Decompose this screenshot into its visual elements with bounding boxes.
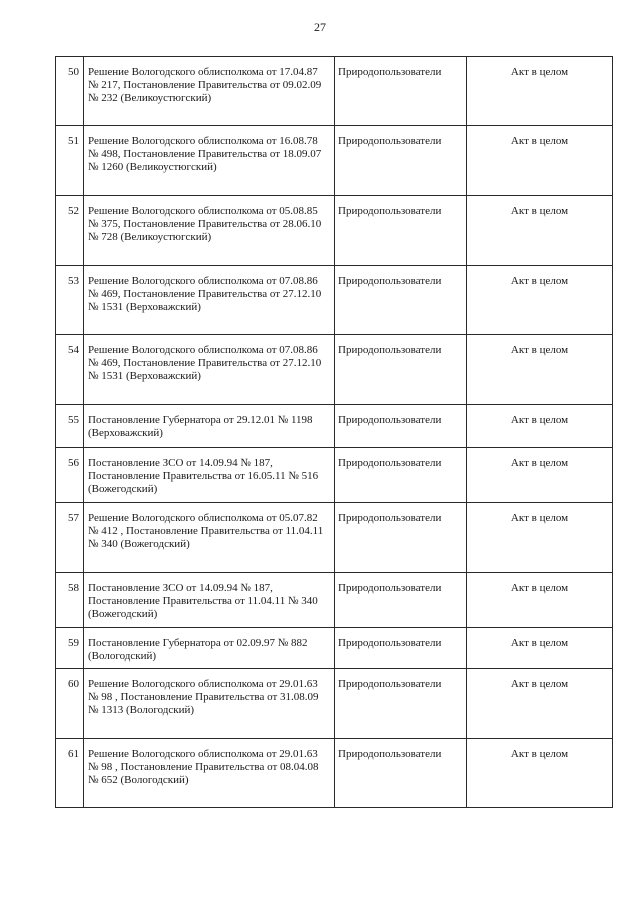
row-number: 51 xyxy=(56,126,84,196)
table-row xyxy=(56,57,613,126)
act-name: Решение Вологодского облисполкома от 29.01.63 № 98 , Постановление Правительства от 31.08.09 № 1313 (Вологодский) xyxy=(84,669,335,739)
act-scope: Акт в целом xyxy=(467,196,613,266)
act-subject: Природопользователи xyxy=(335,573,467,628)
act-name: Постановление ЗСО от 14.09.94 № 187, Постановление Правительства от 11.04.11 № 340 (Вожегодский) xyxy=(84,573,335,628)
table-row xyxy=(56,669,613,739)
act-scope: Акт в целом xyxy=(467,57,613,126)
table-row xyxy=(56,266,613,335)
act-name: Решение Вологодского облисполкома от 16.08.78 № 498, Постановление Правительства от 18.09.07 № 1260 (Великоустюгский) xyxy=(84,126,335,196)
act-scope: Акт в целом xyxy=(467,335,613,405)
act-subject: Природопользователи xyxy=(335,739,467,808)
act-name: Постановление Губернатора от 29.12.01 № 1198 (Верховажский) xyxy=(84,405,335,448)
act-subject: Природопользователи xyxy=(335,503,467,573)
act-subject: Природопользователи xyxy=(335,405,467,448)
act-subject: Природопользователи xyxy=(335,335,467,405)
act-name: Решение Вологодского облисполкома от 29.01.63 № 98 , Постановление Правительства от 08.04.08 № 652 (Вологодский) xyxy=(84,739,335,808)
table-row xyxy=(56,405,613,448)
act-subject: Природопользователи xyxy=(335,628,467,669)
table-row xyxy=(56,126,613,196)
act-name: Постановление Губернатора от 02.09.97 № 882 (Вологодский) xyxy=(84,628,335,669)
act-name: Решение Вологодского облисполкома от 17.04.87 № 217, Постановление Правительства от 09.02.09 № 232 (Великоустюгский) xyxy=(84,57,335,126)
act-scope: Акт в целом xyxy=(467,669,613,739)
row-number: 61 xyxy=(56,739,84,808)
act-subject: Природопользователи xyxy=(335,126,467,196)
act-scope: Акт в целом xyxy=(467,739,613,808)
act-name: Решение Вологодского облисполкома от 05.07.82 № 412 , Постановление Правительства от 11.04.11 № 340 (Вожегодский) xyxy=(84,503,335,573)
act-scope: Акт в целом xyxy=(467,266,613,335)
act-scope: Акт в целом xyxy=(467,405,613,448)
act-subject: Природопользователи xyxy=(335,196,467,266)
table-row xyxy=(56,335,613,405)
row-number: 53 xyxy=(56,266,84,335)
row-number: 55 xyxy=(56,405,84,448)
row-number: 57 xyxy=(56,503,84,573)
act-name: Решение Вологодского облисполкома от 05.08.85 № 375, Постановление Правительства от 28.06.10 № 728 (Великоустюгский) xyxy=(84,196,335,266)
acts-table xyxy=(55,56,613,808)
act-name: Решение Вологодского облисполкома от 07.08.86 № 469, Постановление Правительства от 27.12.10 № 1531 (Верховажский) xyxy=(84,266,335,335)
row-number: 56 xyxy=(56,448,84,503)
table-row xyxy=(56,196,613,266)
act-scope: Акт в целом xyxy=(467,448,613,503)
table-row xyxy=(56,503,613,573)
act-scope: Акт в целом xyxy=(467,573,613,628)
act-subject: Природопользователи xyxy=(335,57,467,126)
act-name: Решение Вологодского облисполкома от 07.08.86 № 469, Постановление Правительства от 27.12.10 № 1531 (Верховажский) xyxy=(84,335,335,405)
table-row xyxy=(56,739,613,808)
act-subject: Природопользователи xyxy=(335,266,467,335)
table-row xyxy=(56,448,613,503)
act-name: Постановление ЗСО от 14.09.94 № 187, Постановление Правительства от 16.05.11 № 516 (Вожегодский) xyxy=(84,448,335,503)
act-subject: Природопользователи xyxy=(335,448,467,503)
act-scope: Акт в целом xyxy=(467,628,613,669)
table-row xyxy=(56,628,613,669)
row-number: 50 xyxy=(56,57,84,126)
act-scope: Акт в целом xyxy=(467,126,613,196)
row-number: 59 xyxy=(56,628,84,669)
row-number: 52 xyxy=(56,196,84,266)
act-scope: Акт в целом xyxy=(467,503,613,573)
act-subject: Природопользователи xyxy=(335,669,467,739)
row-number: 58 xyxy=(56,573,84,628)
row-number: 54 xyxy=(56,335,84,405)
page-number: 27 xyxy=(314,20,326,34)
table-row xyxy=(56,573,613,628)
row-number: 60 xyxy=(56,669,84,739)
